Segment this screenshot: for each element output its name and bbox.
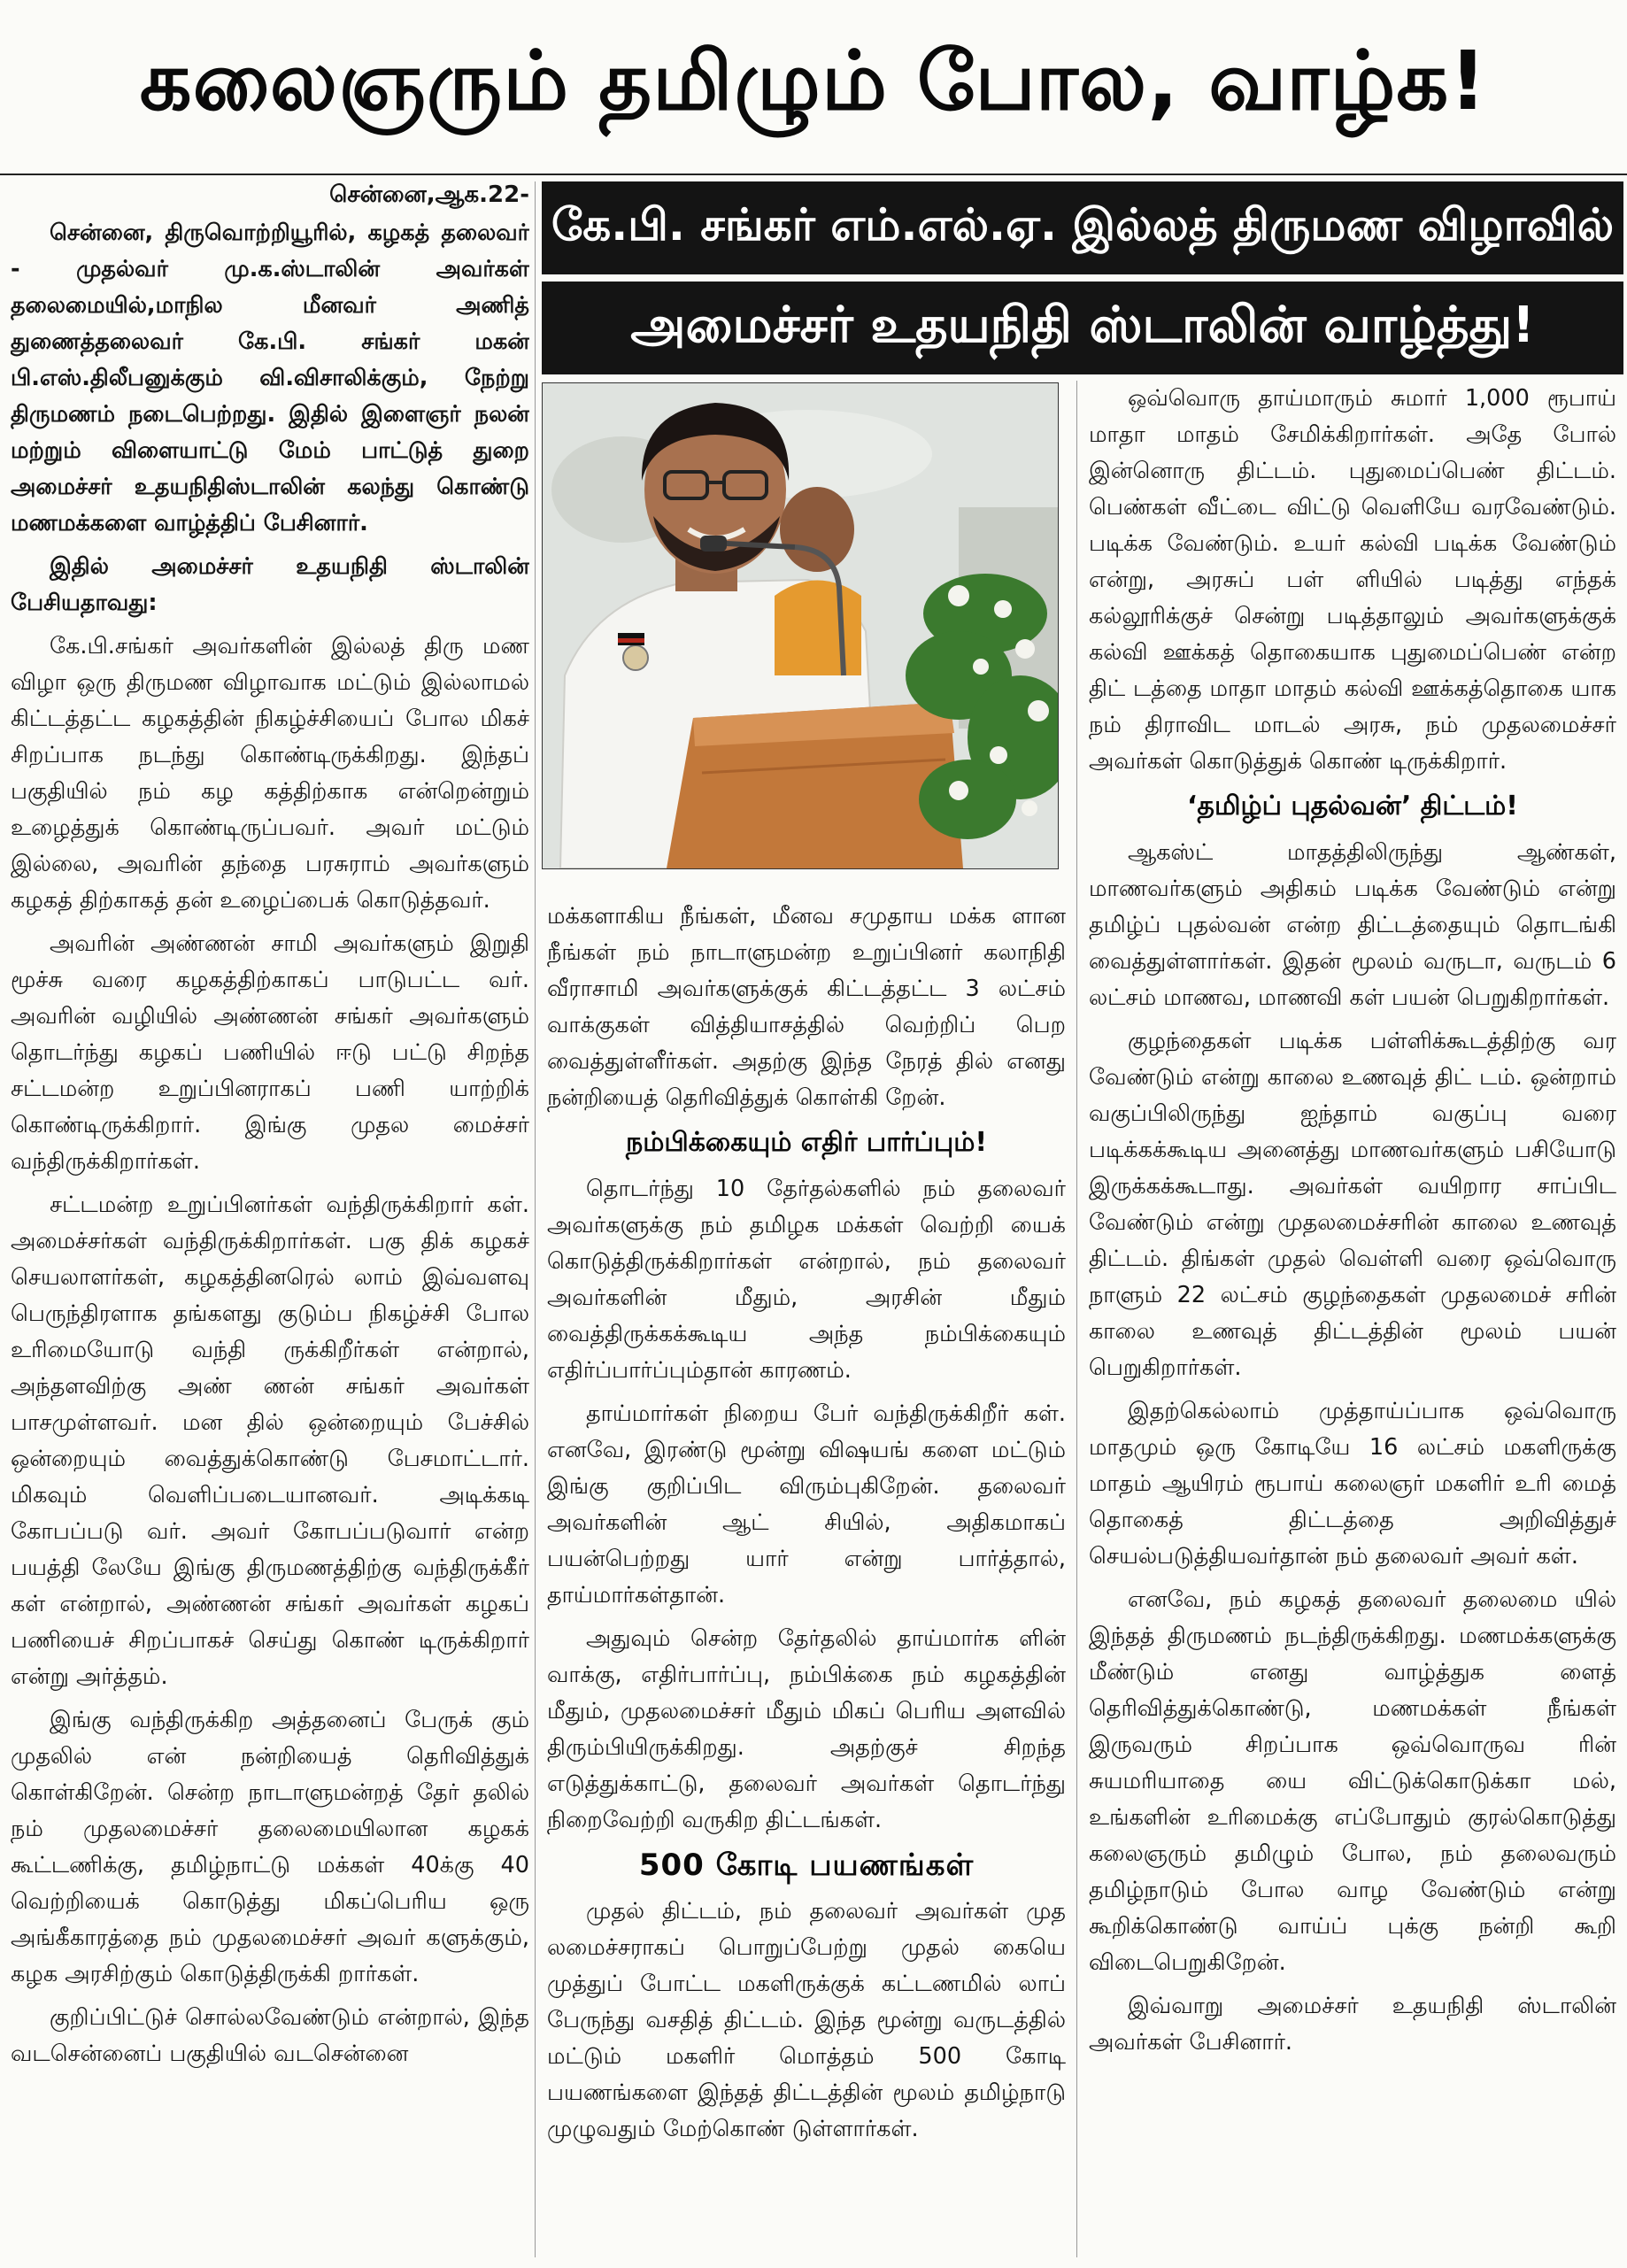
body-paragraph: குறிப்பிட்டுச் சொல்லவேண்டும் என்றால், இந்த வடசென்னைப் பகுதியில் வடசென்னை <box>11 2004 529 2067</box>
article-column-1 <box>11 177 529 2257</box>
body-paragraph: அதுவும் சென்ற தேர்தலில் தாய்மார்க ளின் வாக்கு, எதிர்பார்ப்பு, நம்பிக்கை நம் கழகத்தின் மீதும், முதலமைச்சர் மீதும் மிகப் பெரிய அளவில் திரும்பியிருக்கிறது. அதற்குச் சிறந்த எடுத்துக்காட்டு, தலைவர் அவர்கள் தொடர்ந்து நிறைவேற்றி வருகிற திட்டங்கள். <box>547 1625 1066 1833</box>
banner-line-2: அமைச்சர் உதயநிதி ஸ்டாலின் வாழ்த்து! <box>542 282 1623 374</box>
subheading: நம்பிக்கையும் எதிர் பார்ப்பும்! <box>625 1127 988 1158</box>
body-paragraph: கே.பி.சங்கர் அவர்களின் இல்லத் திரு மண விழா ஒரு திருமண விழாவாக மட்டும் இல்லாமல் கிட்டத்தட்ட கழகத்தின் நிகழ்ச்சியைப் போல மிகச் சிறப்பாக நடந்து கொண்டிருக்கிறது. இந்தப் பகுதியில் நம் கழ கத்திற்காக என்றென்றும் உழைத்துக் கொண்டிருப்பவர். அவர் மட்டும் இல்லை, அவரின் தந்தை பரசுராம் அவர்களும் கழகத் திற்காகத் தன் உழைப்பைக் கொடுத்தவர். <box>11 633 529 914</box>
body-paragraph: மக்களாகிய நீங்கள், மீனவ சமுதாய மக்க ளான நீங்கள் நம் நாடாளுமன்ற உறுப்பினர் கலாநிதி வீராசாமி அவர்களுக்குக் கிட்டத்தட்ட 3 லட்சம் வாக்குகள் வித்தியாசத்தில் வெற்றிப் பெற வைத்துள்ளீர்கள். அதற்கு இந்த நேரத் தில் எனது நன்றியைத் தெரிவித்துக் கொள்கி றேன். <box>547 903 1066 1111</box>
body-paragraph: தொடர்ந்து 10 தேர்தல்களில் நம் தலைவர் அவர்களுக்கு நம் தமிழக மக்கள் வெற்றி யைக் கொடுத்திருக்கிறார்கள் என்றால், நம் தலைவர் அவர்களின் மீதும், அரசின் மீதும் வைத்திருக்கக்கூடிய அந்த நம்பிக்கையும் எதிர்ப்பார்ப்பும்தான் காரணம். <box>547 1176 1066 1384</box>
article-column-2 <box>547 899 1066 2262</box>
article-column-3 <box>1089 381 1616 2262</box>
speaker-photo-illustration <box>543 383 1058 868</box>
subheading: 500 கோடி பயணங்கள் <box>638 1848 975 1883</box>
column-separator <box>535 181 536 2257</box>
body-paragraph: எனவே, நம் கழகத் தலைவர் தலைமை யில் இந்தத் திருமணம் நடந்திருக்கிறது. மணமக்களுக்கு மீண்டும் எனது வாழ்த்துக ளைத் தெரிவித்துக்கொண்டு, மணமக்கள் நீங்கள் இருவரும் சிறப்பாக ஒவ்வொருவ ரின் சுயமரியாதை யை விட்டுக்கொடுக்கா மல், உங்களின் உரிமைக்கு எப்போதும் குரல்கொடுத்து கலைஞரும் தமிழும் போல, நம் தலைவரும் தமிழ்நாடும் போல வாழ வேண்டும் என்று கூறிக்கொண்டு வாய்ப் புக்கு நன்றி கூறி விடைபெறுகிறேன். <box>1089 1586 1616 1976</box>
banner-line-1: கே.பி. சங்கர் எம்.எல்.ஏ. இல்லத் திருமண விழாவில் <box>542 181 1623 274</box>
dateline: சென்னை,ஆக.22- <box>329 181 529 208</box>
headline: கலைஞரும் தமிழும் போல, வாழ்க! <box>139 33 1488 128</box>
body-paragraph: இங்கு வந்திருக்கிற அத்தனைப் பேருக் கும் முதலில் என் நன்றியைத் தெரிவித்துக் கொள்கிறேன். சென்ற நாடாளுமன்றத் தேர் தலில் நம் முதலமைச்சர் தலைமையிலான கழகக் கூட்டணிக்கு, தமிழ்நாட்டு மக்கள் 40க்கு 40 வெற்றியைக் கொடுத்து மிகப்பெரிய ஒரு அங்கீகாரத்தை நம் முதலமைச்சர் அவர் களுக்கும், கழக அரசிற்கும் கொடுத்திருக்கி றார்கள். <box>11 1707 529 1987</box>
body-paragraph: இவ்வாறு அமைச்சர் உதயநிதி ஸ்டாலின் அவர்கள் பேசினார். <box>1089 1993 1616 2056</box>
body-paragraph: முதல் திட்டம், நம் தலைவர் அவர்கள் முத லமைச்சராகப் பொறுப்பேற்று முதல் கையெ முத்துப் போட்ட மகளிருக்குக் கட்டணமில் லாப் பேருந்து வசதித் திட்டம். இந்த மூன்று வருடத்தில் மட்டும் மகளிர் மொத்தம் 500 கோடி பயணங்களை இந்தத் திட்டத்தின் மூலம் தமிழ்நாடு முழுவதும் மேற்கொண் டுள்ளார்கள். <box>547 1898 1066 2142</box>
lead-paragraph: சென்னை, திருவொற்றியூரில், கழகத் தலைவர் - முதல்வர் மு.க.ஸ்டாலின் அவர்கள் தலைமையில்,மாநில மீனவர் அணித் துணைத்தலைவர் கே.பி. சங்கர் மகன் பி.எஸ்.திலீபனுக்கும் வி.விசாலிக்கும், நேற்று திருமணம் நடைபெற்றது. இதில் இளைஞர் நலன் மற்றும் விளையாட்டு மேம் பாட்டுத் துறை அமைச்சர் உதயநிதிஸ்டாலின் கலந்து கொண்டு மணமக்களை வாழ்த்திப் பேசினார். <box>11 220 529 536</box>
body-paragraph: அவரின் அண்ணன் சாமி அவர்களும் இறுதி மூச்சு வரை கழகத்திற்காகப் பாடுபட்ட வர். அவரின் வழியில் அண்ணன் சங்கர் அவர்களும் தொடர்ந்து கழகப் பணியில் ஈடு பட்டு சிறந்த சட்டமன்ற உறுப்பினராகப் பணி யாற்றிக் கொண்டிருக்கிறார். இங்கு முதல மைச்சர் வந்திருக்கிறார்கள். <box>11 930 529 1175</box>
lead-paragraph-2: இதில் அமைச்சர் உதயநிதி ஸ்டாலின் பேசியதாவது: <box>11 553 529 616</box>
body-paragraph: ஆகஸ்ட் மாதத்திலிருந்து ஆண்கள், மாணவர்களும் அதிகம் படிக்க வேண்டும் என்று தமிழ்ப் புதல்வன் என்ற திட்டத்தையும் தொடங்கி வைத்துள்ளார்கள். இதன் மூலம் வருடா, வருடம் 6 லட்சம் மாணவ, மாணவி கள் பயன் பெறுகிறார்கள். <box>1089 839 1616 1011</box>
body-paragraph: ஒவ்வொரு தாய்மாரும் சுமார் 1,000 ரூபாய் மாதா மாதம் சேமிக்கிறார்கள். அதே போல் இன்னொரு திட்டம். புதுமைப்பெண் திட்டம். பெண்கள் வீட்டை விட்டு வெளியே வரவேண்டும். படிக்க வேண்டும். உயர் கல்வி படிக்க வேண்டும் என்று, அரசுப் பள் ளியில் படித்து எந்தக் கல்லூரிக்குச் சென்று படித்தாலும் அவர்களுக்குக் கல்வி ஊக்கத் தொகையாக புதுமைப்பெண் என்ற திட் டத்தை மாதா மாதம் கல்வி ஊக்கத்தொகை யாக நம் திராவிட மாடல் அரசு, நம் முதலமைச்சர் அவர்கள் கொடுத்துக் கொண் டிருக்கிறார். <box>1089 385 1616 775</box>
body-paragraph: சட்டமன்ற உறுப்பினர்கள் வந்திருக்கிறார் கள். அமைச்சர்கள் வந்திருக்கிறார்கள். பகு திக் கழகச் செயலாளர்கள், கழகத்தினரெல் லாம் இவ்வளவு பெருந்திரளாக தங்களது குடும்ப நிகழ்ச்சி போல உரிமையோடு வந்தி ருக்கிறீர்கள் என்றால், அந்தளவிற்கு அண் ணன் சங்கர் அவர்கள் பாசமுள்ளவர். மன தில் ஒன்றையும் பேச்சில் ஒன்றையும் வைத்துக்கொண்டு பேசமாட்டார். மிகவும் வெளிப்படையானவர். அடிக்கடி கோபப்படு வர். அவர் கோபப்படுவார் என்ற பயத்தி லேயே இங்கு திருமணத்திற்கு வந்திருக்கீர் கள் என்றால், அண்ணன் சங்கர் அவர்கள் கழகப் பணியைச் சிறப்பாகச் செய்து கொண் டிருக்கிறார் என்று அர்த்தம். <box>11 1192 529 1690</box>
body-paragraph: இதற்கெல்லாம் முத்தாய்ப்பாக ஒவ்வொரு மாதமும் ஒரு கோடியே 16 லட்சம் மகளிருக்கு மாதம் ஆயிரம் ரூபாய் கலைஞர் மகளிர் உரி மைத் தொகைத் திட்டத்தை அறிவித்துச் செயல்படுத்தியவர்தான் நம் தலைவர் அவர் கள். <box>1089 1398 1616 1570</box>
body-paragraph: தாய்மார்கள் நிறைய பேர் வந்திருக்கிறீர் கள். எனவே, இரண்டு மூன்று விஷயங் களை மட்டும் இங்கு குறிப்பிட விரும்புகிறேன். தலைவர் அவர்களின் ஆட் சியில், அதிகமாகப் பயன்பெற்றது யார் என்று பார்த்தால், தாய்மார்கள்தான். <box>547 1400 1066 1608</box>
photo-minister-speaking <box>542 382 1059 869</box>
column-separator <box>1076 381 1077 2257</box>
body-paragraph: குழந்தைகள் படிக்க பள்ளிக்கூடத்திற்கு வர வேண்டும் என்று காலை உணவுத் திட் டம். ஒன்றாம் வகுப்பிலிருந்து ஐந்தாம் வகுப்பு வரை படிக்கக்கூடிய அனைத்து மாணவர்களும் பசியோடு இருக்கக்கூடாது. அவர்கள் வயிறார சாப்பிட வேண்டும் என்று முதலமைச்சரின் காலை உணவுத் திட்டம். திங்கள் முதல் வெள்ளி வரை ஒவ்வொரு நாளும் 22 லட்சம் குழந்தைகள் முதலமைச் சரின் காலை உணவுத் திட்டத்தின் மூலம் பயன் பெறுகிறார்கள். <box>1089 1028 1616 1381</box>
headline-rule <box>0 174 1627 175</box>
subheading: ‘தமிழ்ப் புதல்வன்’ திட்டம்! <box>1187 791 1518 822</box>
